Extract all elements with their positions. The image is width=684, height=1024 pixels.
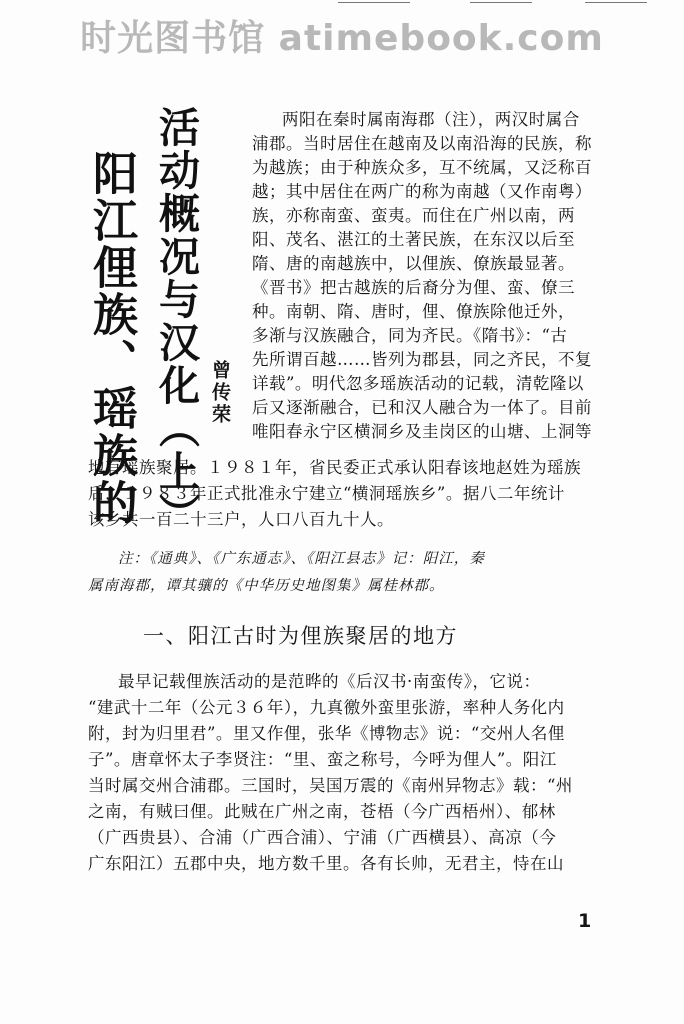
text-line: 最早记载俚族活动的是范晔的《后汉书·南蛮传》，它说：: [118, 672, 541, 691]
text-line: 后，１９８３年正式批准永宁建立“横洞瑶族乡”。据八二年统计: [88, 484, 565, 503]
text-line: 唯阳春永宁区横洞乡及圭岗区的山塘、上洞等: [252, 422, 592, 441]
text-line: 子”。唐章怀太子李贤注：“里、蛮之称号，今呼为俚人”。阳江: [88, 750, 557, 769]
top-rule-far: [585, 2, 647, 3]
footnote-line: 属南海郡，谭其骧的《中华历史地图集》属桂林郡。: [88, 578, 445, 594]
page-number: 1: [578, 910, 592, 932]
watermark: 时光图书馆 atimebook.com: [80, 18, 604, 59]
text-line: 后又逐渐融合，已和汉人融合为一体了。目前: [252, 398, 592, 417]
text-line: 附，封为归里君”。里又作俚，张华《博物志》说：“交州人名俚: [88, 724, 565, 743]
text-line: 《晋书》把古越族的后裔分为俚、蛮、僚三: [252, 278, 575, 297]
author: 曾传荣: [209, 360, 231, 426]
footnote-line: 注：《通典》、《广东通志》、《阳江县志》记：阳江，秦: [118, 551, 485, 567]
text-line: 详载”。明代忽多瑶族活动的记载，清乾隆以: [252, 374, 584, 393]
text-line: 该乡共一百二十三户，人口八百九十人。: [88, 510, 394, 529]
text-line: 族，亦称南蛮、蛮夷。而住在广州以南，两: [252, 206, 575, 225]
text-line: 多渐与汉族融合，同为齐民。《隋书》：“古: [252, 326, 568, 345]
title-line-1: 阳江俚族、瑶族的: [85, 150, 138, 526]
text-line: 为越族；由于种族众多，互不统属，又泛称百: [252, 158, 592, 177]
text-line: （广西贵县）、合浦（广西合浦）、宁浦（广西横县）、高凉（今: [88, 828, 557, 847]
text-line: “建武十二年（公元３６年），九真徼外蛮里张游，率种人务化内: [88, 698, 565, 717]
top-rule-left: [338, 2, 410, 3]
text-line: 种。南朝、隋、唐时，俚、僚族除他迁外，: [252, 302, 575, 321]
title-line-2: 活动概况与汉化（上）: [152, 106, 200, 536]
text-line: 广东阳江）五郡中央，地方数千里。各有长帅，无君主，恃在山: [88, 854, 564, 873]
text-line: 浦郡。当时居住在越南及以南沿海的民族，称: [252, 134, 592, 153]
text-line: 阳、茂名、湛江的土著民族，在东汉以后至: [252, 230, 575, 249]
section-heading: 一、阳江古时为俚族聚居的地方: [143, 624, 458, 648]
text-line: 先所谓百越……皆列为郡县，同之齐民，不复: [252, 350, 592, 369]
text-line: 之南，有贼曰俚。此贼在广州之南，苍梧（今广西梧州）、郁林: [88, 802, 556, 821]
text-line: 当时属交州合浦郡。三国时，吴国万震的《南州异物志》载：“州: [88, 776, 573, 795]
top-rule-right: [470, 2, 532, 3]
text-line: 两阳在秦时属南海郡（注），两汉时属合: [282, 110, 580, 129]
text-line: 越；其中居住在两广的称为南越（又作南粤）: [252, 182, 592, 201]
text-line: 隋、唐的南越族中，以俚族、僚族最显著。: [252, 254, 575, 273]
text-line: 地有瑶族聚居。１９８１年，省民委正式承认阳春该地赵姓为瑶族: [88, 458, 581, 477]
